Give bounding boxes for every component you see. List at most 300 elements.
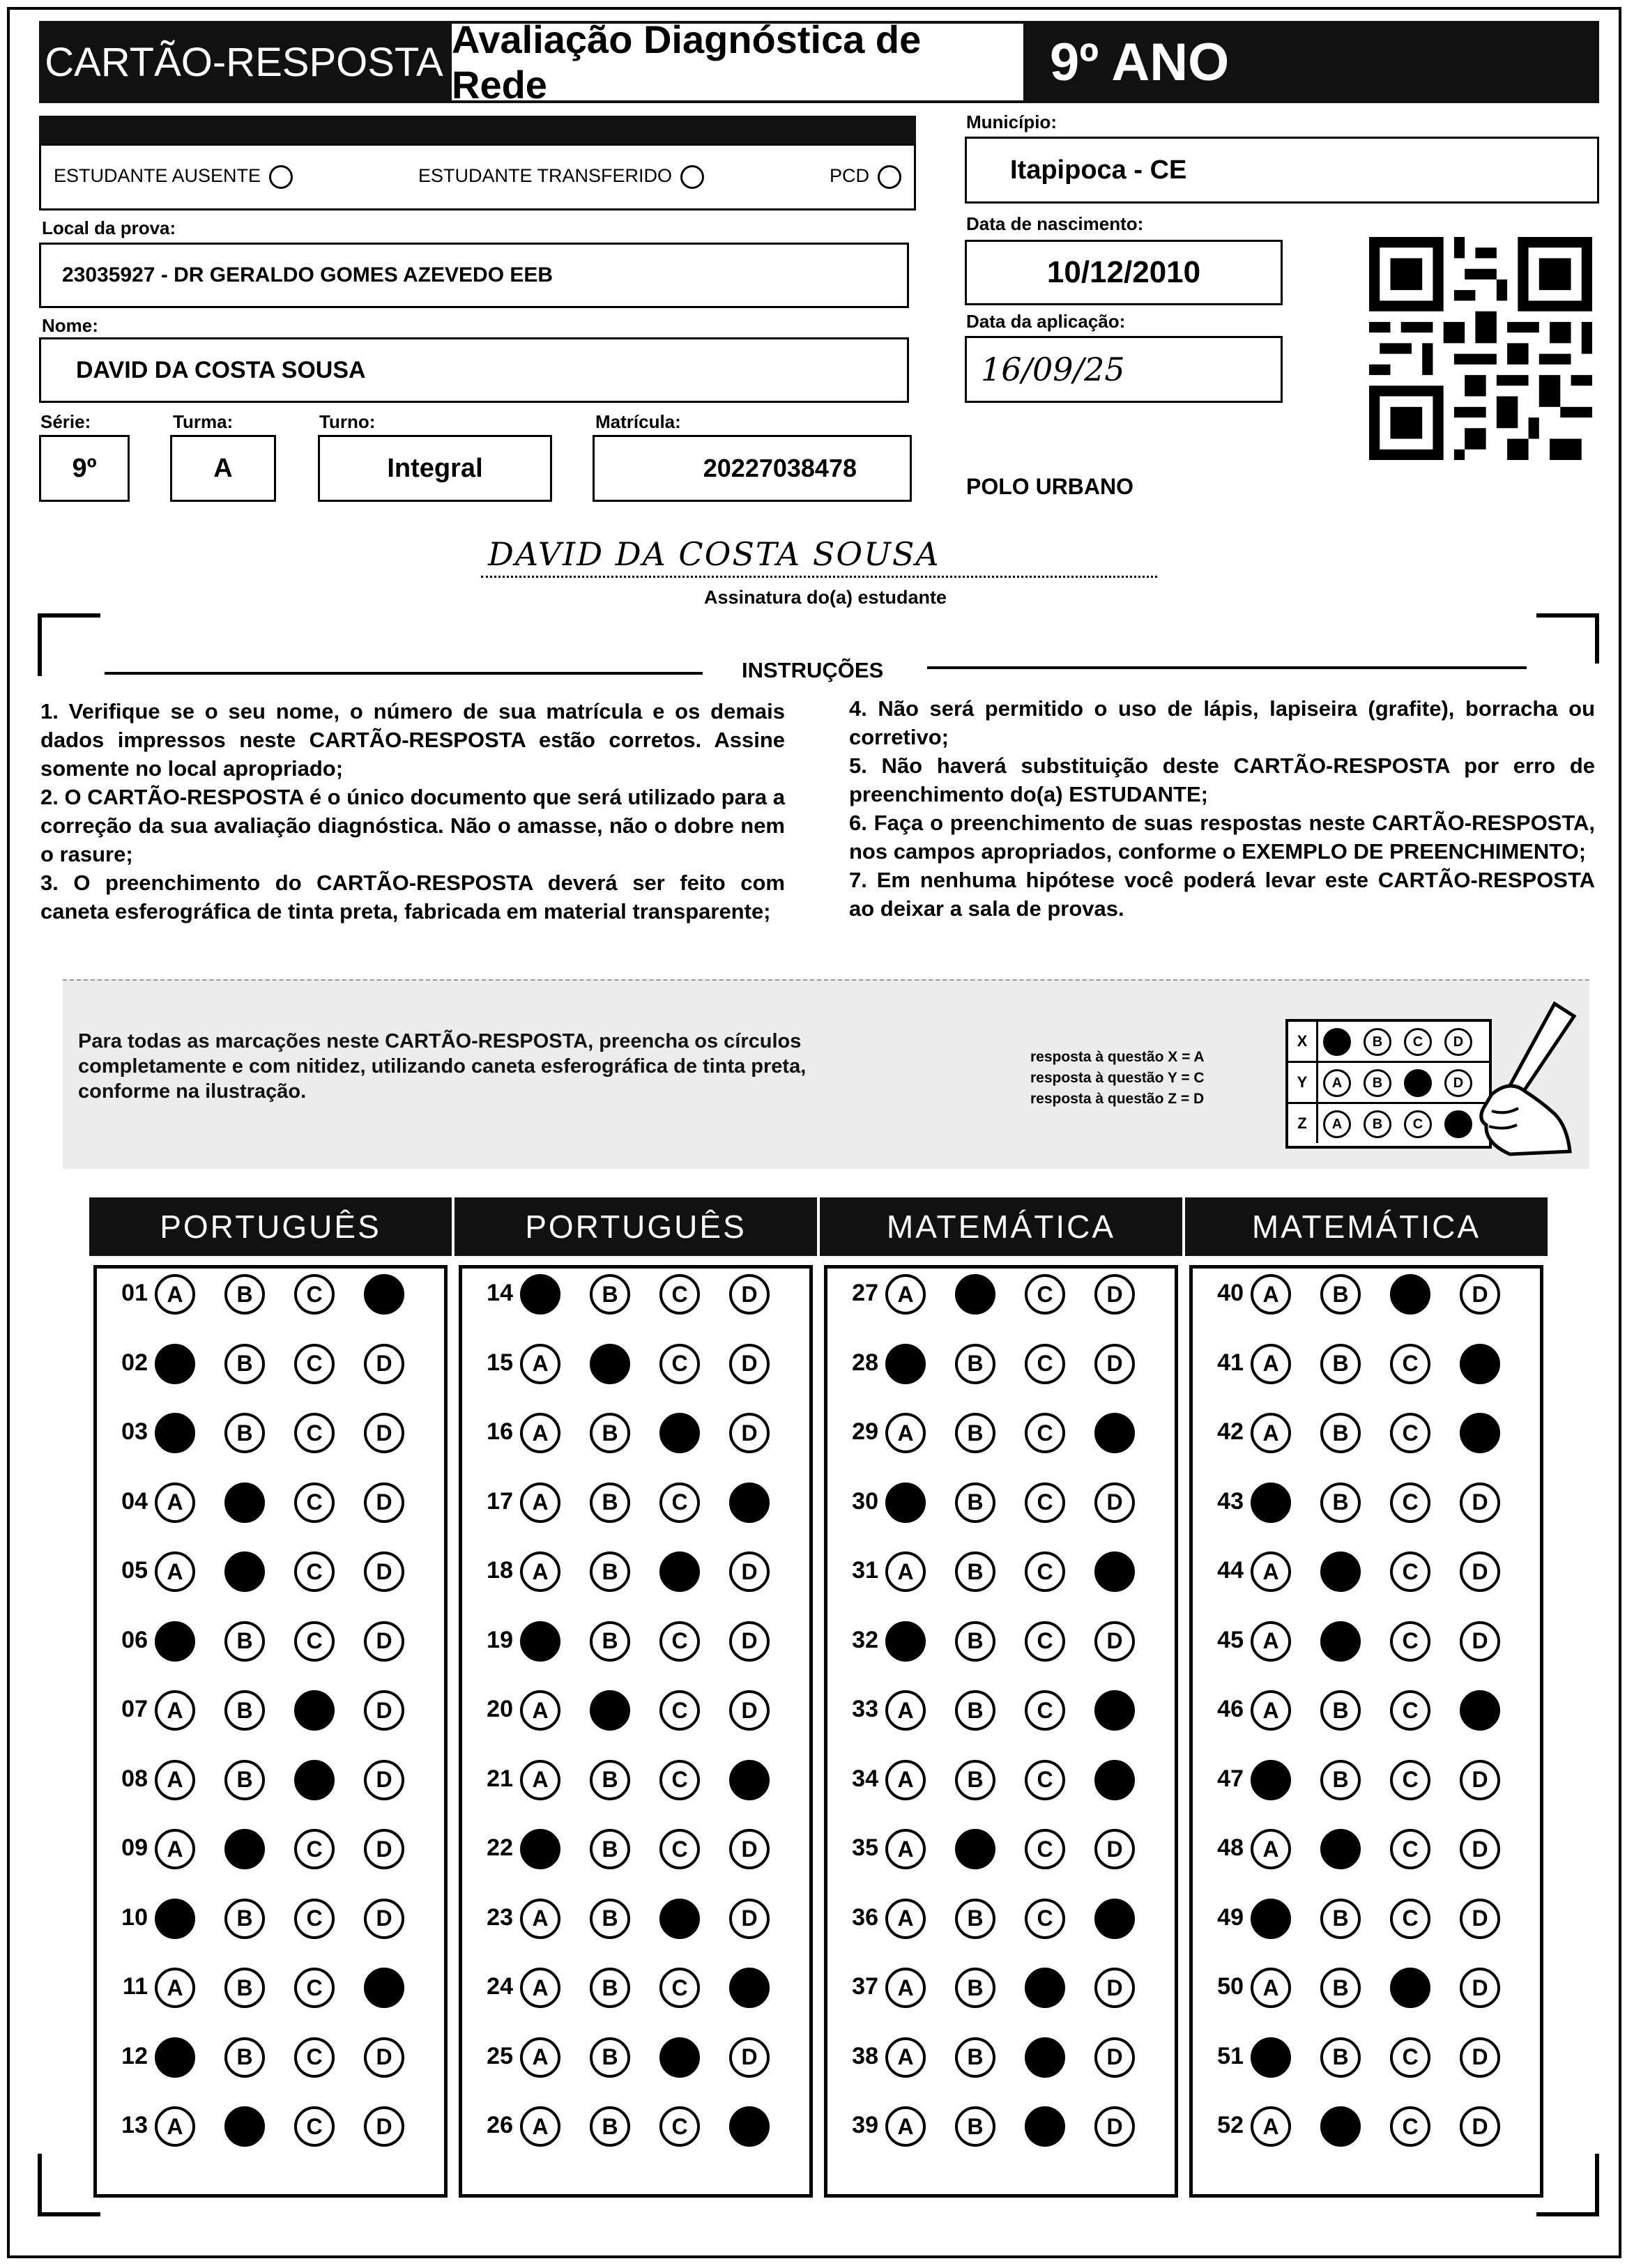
answer-bubble-q11-d[interactable]: D [364, 1968, 404, 2008]
answer-bubble-q40-d[interactable]: D [1460, 1274, 1500, 1315]
answer-bubble-q32-a[interactable]: A [885, 1621, 926, 1662]
answer-bubble-q48-c[interactable]: C [1390, 1829, 1430, 1869]
answer-bubble-q3-b[interactable]: B [224, 1413, 265, 1453]
answer-bubble-q11-b[interactable]: B [224, 1968, 265, 2008]
answer-bubble-q15-d[interactable]: D [729, 1344, 770, 1384]
answer-bubble-q36-a[interactable]: A [885, 1899, 926, 1939]
answer-bubble-q39-b[interactable]: B [955, 2106, 995, 2147]
answer-bubble-q4-b[interactable]: B [224, 1482, 265, 1523]
answer-bubble-q35-b[interactable]: B [955, 1829, 995, 1869]
question-number: 07 [121, 1696, 148, 1722]
answer-bubble-q1-b[interactable]: B [224, 1274, 265, 1315]
pcd-radio[interactable] [878, 165, 901, 189]
answer-bubble-q26-d[interactable]: D [729, 2106, 770, 2147]
answer-bubble-q10-a[interactable]: A [155, 1899, 195, 1939]
answer-bubble-q23-c[interactable]: C [659, 1899, 700, 1939]
answer-bubble-q27-b[interactable]: B [955, 1274, 995, 1315]
answer-bubble-q44-b[interactable]: B [1320, 1551, 1361, 1592]
corner-tl-v [38, 613, 42, 676]
answer-bubble-q9-a[interactable]: A [155, 1829, 195, 1869]
example-bubble: D [1444, 1069, 1472, 1097]
absent-radio[interactable] [269, 165, 293, 189]
example-row-label: Y [1288, 1063, 1318, 1102]
answer-bubble-q44-d[interactable]: D [1460, 1551, 1500, 1592]
answer-bubble-q15-a[interactable]: A [520, 1344, 560, 1384]
answer-bubble-q18-c[interactable]: C [659, 1551, 700, 1592]
answer-bubble-q25-c[interactable]: C [659, 2037, 700, 2078]
question-number: 48 [1217, 1834, 1244, 1861]
answer-bubble-q14-b[interactable]: B [590, 1274, 630, 1315]
answer-bubble-q2-c[interactable]: C [294, 1344, 335, 1384]
answer-bubble-q37-a[interactable]: A [885, 1968, 926, 2008]
answer-bubble-q7-b[interactable]: B [224, 1690, 265, 1731]
question-number: 32 [852, 1626, 878, 1653]
answer-bubble-q42-c[interactable]: C [1390, 1413, 1430, 1453]
answer-bubble-q15-b[interactable]: B [590, 1344, 630, 1384]
answer-bubble-q41-a[interactable]: A [1251, 1344, 1291, 1384]
signature-line [481, 576, 1157, 578]
instructions-title: INSTRUÇÕES [742, 658, 884, 682]
answer-bubble-q43-d[interactable]: D [1460, 1482, 1500, 1523]
answer-bubble-q29-b[interactable]: B [955, 1413, 995, 1453]
answer-bubble-q18-b[interactable]: B [590, 1551, 630, 1592]
instruction-2: 2. O CARTÃO-RESPOSTA é o único documento que será utilizado para a correção da sua avaliação diagnóstica. Não o amasse, não o dobre nem o rasure; [40, 785, 785, 866]
question-number: 28 [852, 1349, 878, 1376]
pcd-option[interactable] [830, 165, 901, 189]
answer-bubble-q21-c[interactable]: C [659, 1760, 700, 1800]
answer-bubble-q47-d[interactable]: D [1460, 1760, 1500, 1800]
section-title-3: MATEMÁTICA [820, 1197, 1182, 1256]
instruction-4: 4. Não será permitido o uso de lápis, lapiseira (grafite), borracha ou corretivo; [849, 696, 1595, 749]
question-number: 16 [487, 1418, 513, 1445]
example-bubble: C [1404, 1028, 1432, 1056]
answer-bubble-q37-d[interactable]: D [1094, 1968, 1135, 2008]
answer-bubble-q17-c[interactable]: C [659, 1482, 700, 1523]
answer-bubble-q20-c[interactable]: C [659, 1690, 700, 1731]
answer-bubble-q33-c[interactable]: C [1025, 1690, 1065, 1731]
nascimento-label: Data de nascimento: [966, 213, 1144, 234]
answer-bubble-q50-a[interactable]: A [1251, 1968, 1291, 2008]
qr-code [1369, 237, 1592, 460]
answer-bubble-q27-c[interactable]: C [1025, 1274, 1065, 1315]
answer-bubble-q8-d[interactable]: D [364, 1760, 404, 1800]
answer-bubble-q44-a[interactable]: A [1251, 1551, 1291, 1592]
example-text: Para todas as marcações neste CARTÃO-RESPOSTA, preencha os círculos completamente e com nitidez, utilizando caneta esferográfica de tinta preta, conforme na ilustração. [78, 1030, 807, 1103]
question-number: 27 [852, 1280, 878, 1306]
answer-bubble-q46-b[interactable]: B [1320, 1690, 1361, 1731]
answer-bubble-q20-b[interactable]: B [590, 1690, 630, 1731]
question-number: 08 [121, 1765, 148, 1792]
answer-bubble-q33-d[interactable]: D [1094, 1690, 1135, 1731]
question-number: 40 [1217, 1280, 1244, 1306]
example-bubble: A [1323, 1069, 1351, 1097]
answer-bubble-q13-b[interactable]: B [224, 2106, 265, 2147]
answer-bubble-q26-b[interactable]: B [590, 2106, 630, 2147]
question-number: 14 [487, 1280, 513, 1306]
answer-bubble-q3-d[interactable]: D [364, 1413, 404, 1453]
answer-bubble-q6-a[interactable]: A [155, 1621, 195, 1662]
pcd-label: PCD [829, 165, 869, 187]
answer-bubble-q39-d[interactable]: D [1094, 2106, 1135, 2147]
answer-bubble-q41-b[interactable]: B [1320, 1344, 1361, 1384]
serie-field: 9º [39, 435, 130, 502]
question-number: 26 [487, 2112, 513, 2138]
answer-bubble-q9-d[interactable]: D [364, 1829, 404, 1869]
answer-bubble-q42-a[interactable]: A [1251, 1413, 1291, 1453]
answer-bubble-q35-c[interactable]: C [1025, 1829, 1065, 1869]
answer-bubble-q2-b[interactable]: B [224, 1344, 265, 1384]
answer-bubble-q8-b[interactable]: B [224, 1760, 265, 1800]
serie-label: Série: [40, 411, 91, 432]
answer-bubble-q31-d[interactable]: D [1094, 1551, 1135, 1592]
answer-bubble-q35-d[interactable]: D [1094, 1829, 1135, 1869]
answer-bubble-q41-d[interactable]: D [1460, 1344, 1500, 1384]
answer-bubble-q51-d[interactable]: D [1460, 2037, 1500, 2078]
answer-bubble-q25-a[interactable]: A [520, 2037, 560, 2078]
answer-bubble-q47-c[interactable]: C [1390, 1760, 1430, 1800]
corner-br-h [1536, 2212, 1599, 2216]
answer-bubble-q48-d[interactable]: D [1460, 1829, 1500, 1869]
answer-bubble-q52-c[interactable]: C [1390, 2106, 1430, 2147]
answer-bubble-q38-b[interactable]: B [955, 2037, 995, 2078]
question-number: 42 [1217, 1418, 1244, 1445]
answer-bubble-q4-a[interactable]: A [155, 1482, 195, 1523]
answer-bubble-q24-c[interactable]: C [659, 1968, 700, 2008]
answer-bubble-q10-d[interactable]: D [364, 1899, 404, 1939]
answer-bubble-q44-c[interactable]: C [1390, 1551, 1430, 1592]
answer-bubble-q42-b[interactable]: B [1320, 1413, 1361, 1453]
answer-bubble-q28-c[interactable]: C [1025, 1344, 1065, 1384]
answer-bubble-q33-a[interactable]: A [885, 1690, 926, 1731]
answer-bubble-q30-d[interactable]: D [1094, 1482, 1135, 1523]
transferred-option[interactable] [418, 165, 704, 189]
status-header-bar [39, 116, 916, 145]
legend-x: resposta à questão X = A [1030, 1049, 1205, 1065]
answer-bubble-q51-c[interactable]: C [1390, 2037, 1430, 2078]
answer-bubble-q52-b[interactable]: B [1320, 2106, 1361, 2147]
answer-bubble-q23-b[interactable]: B [590, 1899, 630, 1939]
answer-bubble-q22-a[interactable]: A [520, 1829, 560, 1869]
answer-bubble-q28-b[interactable]: B [955, 1344, 995, 1384]
question-number: 20 [487, 1696, 513, 1722]
question-number: 22 [487, 1834, 513, 1861]
instructions-left [40, 697, 785, 926]
answer-bubble-q21-b[interactable]: B [590, 1760, 630, 1800]
answer-bubble-q50-b[interactable]: B [1320, 1968, 1361, 2008]
answer-bubble-q27-d[interactable]: D [1094, 1274, 1135, 1315]
answer-bubble-q16-c[interactable]: C [659, 1413, 700, 1453]
answer-bubble-q20-a[interactable]: A [520, 1690, 560, 1731]
answer-bubble-q47-b[interactable]: B [1320, 1760, 1361, 1800]
answer-bubble-q34-a[interactable]: A [885, 1760, 926, 1800]
answer-bubble-q49-c[interactable]: C [1390, 1899, 1430, 1939]
answer-bubble-q14-a[interactable]: A [520, 1274, 560, 1315]
answer-bubble-q13-c[interactable]: C [294, 2106, 335, 2147]
answer-bubble-q34-c[interactable]: C [1025, 1760, 1065, 1800]
answer-bubble-q22-b[interactable]: B [590, 1829, 630, 1869]
answer-bubble-q43-c[interactable]: C [1390, 1482, 1430, 1523]
nome-label: Nome: [42, 315, 98, 336]
answer-bubble-q5-d[interactable]: D [364, 1551, 404, 1592]
answer-bubble-q29-c[interactable]: C [1025, 1413, 1065, 1453]
section-title-4: MATEMÁTICA [1185, 1197, 1548, 1256]
answer-bubble-q24-a[interactable]: A [520, 1968, 560, 2008]
corner-bl-h [38, 2212, 100, 2216]
turno-field: Integral [318, 435, 552, 502]
answer-bubble-q11-a[interactable]: A [155, 1968, 195, 2008]
corner-br-v [1595, 2154, 1599, 2216]
answer-bubble-q52-a[interactable]: A [1251, 2106, 1291, 2147]
question-number: 47 [1217, 1765, 1244, 1792]
polo-label: POLO URBANO [966, 474, 1133, 499]
answer-bubble-q35-a[interactable]: A [885, 1829, 926, 1869]
answer-bubble-q3-c[interactable]: C [294, 1413, 335, 1453]
answer-bubble-q43-b[interactable]: B [1320, 1482, 1361, 1523]
answer-bubble-q39-c[interactable]: C [1025, 2106, 1065, 2147]
answer-bubble-q16-b[interactable]: B [590, 1413, 630, 1453]
answer-bubble-q51-a[interactable]: A [1251, 2037, 1291, 2078]
example-legend [1030, 1047, 1205, 1110]
turno-label: Turno: [319, 411, 376, 432]
example-bubble: D [1444, 1028, 1472, 1056]
absent-option[interactable] [54, 165, 293, 189]
answer-bubble-q19-d[interactable]: D [729, 1621, 770, 1662]
example-row-label: Z [1288, 1104, 1318, 1143]
question-number: 25 [487, 2042, 513, 2069]
answer-bubble-q1-a[interactable]: A [155, 1274, 195, 1315]
answer-bubble-q12-b[interactable]: B [224, 2037, 265, 2078]
answer-bubble-q5-b[interactable]: B [224, 1551, 265, 1592]
answer-bubble-q51-b[interactable]: B [1320, 2037, 1361, 2078]
answer-bubble-q43-a[interactable]: A [1251, 1482, 1291, 1523]
answer-bubble-q30-c[interactable]: C [1025, 1482, 1065, 1523]
question-number: 24 [487, 1973, 513, 2000]
answer-bubble-q16-a[interactable]: A [520, 1413, 560, 1453]
turma-label: Turma: [173, 411, 234, 432]
corner-tr-v [1595, 613, 1599, 664]
question-number: 09 [121, 1834, 148, 1861]
answer-bubble-q38-a[interactable]: A [885, 2037, 926, 2078]
answer-bubble-q23-a[interactable]: A [520, 1899, 560, 1939]
question-number: 19 [487, 1626, 513, 1653]
answer-bubble-q42-d[interactable]: D [1460, 1413, 1500, 1453]
legend-z: resposta à questão Z = D [1030, 1091, 1205, 1107]
answer-bubble-q45-b[interactable]: B [1320, 1621, 1361, 1662]
answer-bubble-q20-d[interactable]: D [729, 1690, 770, 1731]
answer-bubble-q46-a[interactable]: A [1251, 1690, 1291, 1731]
answer-bubble-q10-b[interactable]: B [224, 1899, 265, 1939]
legend-y: resposta à questão Y = C [1030, 1070, 1205, 1086]
answer-bubble-q5-a[interactable]: A [155, 1551, 195, 1592]
answer-bubble-q27-a[interactable]: A [885, 1274, 926, 1315]
answer-bubble-q9-c[interactable]: C [294, 1829, 335, 1869]
answer-bubble-q4-c[interactable]: C [294, 1482, 335, 1523]
grade-title: 9º ANO [1026, 21, 1599, 103]
answer-bubble-q1-c[interactable]: C [294, 1274, 335, 1315]
question-number: 12 [121, 2042, 148, 2069]
answer-bubble-q45-c[interactable]: C [1390, 1621, 1430, 1662]
answer-bubble-q17-b[interactable]: B [590, 1482, 630, 1523]
answer-bubble-q19-c[interactable]: C [659, 1621, 700, 1662]
example-bubble: B [1364, 1028, 1391, 1056]
answer-bubble-q12-d[interactable]: D [364, 2037, 404, 2078]
answer-bubble-q26-a[interactable]: A [520, 2106, 560, 2147]
question-number: 02 [121, 1349, 148, 1376]
answer-bubble-q6-b[interactable]: B [224, 1621, 265, 1662]
answer-bubble-q24-b[interactable]: B [590, 1968, 630, 2008]
question-number: 34 [852, 1765, 878, 1792]
answer-bubble-q48-b[interactable]: B [1320, 1829, 1361, 1869]
nome-field: DAVID DA COSTA SOUSA [39, 337, 909, 403]
answer-bubble-q50-c[interactable]: C [1390, 1968, 1430, 2008]
answer-bubble-q32-b[interactable]: B [955, 1621, 995, 1662]
answer-bubble-q31-c[interactable]: C [1025, 1551, 1065, 1592]
answer-bubble-q14-c[interactable]: C [659, 1274, 700, 1315]
answer-bubble-q1-d[interactable]: D [364, 1274, 404, 1315]
answer-bubble-q34-b[interactable]: B [955, 1760, 995, 1800]
example-bubble: C [1404, 1069, 1432, 1097]
answer-bubble-q29-a[interactable]: A [885, 1413, 926, 1453]
answer-bubble-q52-d[interactable]: D [1460, 2106, 1500, 2147]
question-number: 35 [852, 1834, 878, 1861]
instructions-rule-left [105, 672, 703, 675]
answer-bubble-q8-c[interactable]: C [294, 1760, 335, 1800]
example-row-label: X [1288, 1022, 1318, 1061]
exam-title: Avaliação Diagnóstica de Rede [449, 21, 1026, 103]
answer-bubble-q7-d[interactable]: D [364, 1690, 404, 1731]
answer-bubble-q21-a[interactable]: A [520, 1760, 560, 1800]
answer-bubble-q36-b[interactable]: B [955, 1899, 995, 1939]
municipio-field: Itapipoca - CE [965, 137, 1599, 204]
corner-tl-h [38, 613, 100, 618]
corner-tr-h [1536, 613, 1599, 618]
answer-bubble-q4-d[interactable]: D [364, 1482, 404, 1523]
answer-bubble-q19-b[interactable]: B [590, 1621, 630, 1662]
answer-bubble-q6-c[interactable]: C [294, 1621, 335, 1662]
example-bubble: C [1404, 1110, 1432, 1138]
answer-bubble-q31-a[interactable]: A [885, 1551, 926, 1592]
answer-bubble-q34-d[interactable]: D [1094, 1760, 1135, 1800]
answer-bubble-q7-a[interactable]: A [155, 1690, 195, 1731]
answer-bubble-q3-a[interactable]: A [155, 1413, 195, 1453]
answer-bubble-q47-a[interactable]: A [1251, 1760, 1291, 1800]
answer-bubble-q23-d[interactable]: D [729, 1899, 770, 1939]
question-number: 18 [487, 1557, 513, 1584]
answer-bubble-q30-b[interactable]: B [955, 1482, 995, 1523]
answer-bubble-q49-b[interactable]: B [1320, 1899, 1361, 1939]
answer-bubble-q15-c[interactable]: C [659, 1344, 700, 1384]
answer-bubble-q9-b[interactable]: B [224, 1829, 265, 1869]
answer-bubble-q22-c[interactable]: C [659, 1829, 700, 1869]
answer-bubble-q38-c[interactable]: C [1025, 2037, 1065, 2078]
answer-bubble-q6-d[interactable]: D [364, 1621, 404, 1662]
municipio-label: Município: [966, 112, 1057, 132]
answer-bubble-q49-d[interactable]: D [1460, 1899, 1500, 1939]
answer-bubble-q41-c[interactable]: C [1390, 1344, 1430, 1384]
answer-bubble-q28-a[interactable]: A [885, 1344, 926, 1384]
answer-bubble-q28-d[interactable]: D [1094, 1344, 1135, 1384]
question-number: 21 [487, 1765, 513, 1792]
answer-bubble-q12-c[interactable]: C [294, 2037, 335, 2078]
answer-bubble-q33-b[interactable]: B [955, 1690, 995, 1731]
answer-bubble-q30-a[interactable]: A [885, 1482, 926, 1523]
answer-bubble-q7-c[interactable]: C [294, 1690, 335, 1731]
answer-bubble-q10-c[interactable]: C [294, 1899, 335, 1939]
question-number: 39 [852, 2112, 878, 2138]
answer-bubble-q46-c[interactable]: C [1390, 1690, 1430, 1731]
answer-bubble-q50-d[interactable]: D [1460, 1968, 1500, 2008]
answer-bubble-q19-a[interactable]: A [520, 1621, 560, 1662]
example-bubble: B [1364, 1110, 1391, 1138]
answer-bubble-q18-a[interactable]: A [520, 1551, 560, 1592]
answer-bubble-q11-c[interactable]: C [294, 1968, 335, 2008]
answer-bubble-q22-d[interactable]: D [729, 1829, 770, 1869]
answer-bubble-q26-c[interactable]: C [659, 2106, 700, 2147]
answer-bubble-q45-a[interactable]: A [1251, 1621, 1291, 1662]
question-number: 43 [1217, 1487, 1244, 1515]
transferred-radio[interactable] [680, 165, 704, 189]
answer-bubble-q21-d[interactable]: D [729, 1760, 770, 1800]
answer-bubble-q14-d[interactable]: D [729, 1274, 770, 1315]
answer-bubble-q40-c[interactable]: C [1390, 1274, 1430, 1315]
corner-bl-v [38, 2154, 42, 2216]
answer-bubble-q13-d[interactable]: D [364, 2106, 404, 2147]
answer-bubble-q16-d[interactable]: D [729, 1413, 770, 1453]
answer-bubble-q2-d[interactable]: D [364, 1344, 404, 1384]
question-number: 23 [487, 1903, 513, 1931]
answer-bubble-q17-d[interactable]: D [729, 1482, 770, 1523]
question-number: 10 [121, 1903, 148, 1931]
answer-bubble-q48-a[interactable]: A [1251, 1829, 1291, 1869]
answer-bubble-q5-c[interactable]: C [294, 1551, 335, 1592]
instructions-right [849, 694, 1595, 923]
answer-bubble-q12-a[interactable]: A [155, 2037, 195, 2078]
answer-bubble-q17-a[interactable]: A [520, 1482, 560, 1523]
answer-bubble-q13-a[interactable]: A [155, 2106, 195, 2147]
answer-bubble-q49-a[interactable]: A [1251, 1899, 1291, 1939]
answer-bubble-q36-d[interactable]: D [1094, 1899, 1135, 1939]
question-number: 52 [1217, 2112, 1244, 2138]
answer-bubble-q38-d[interactable]: D [1094, 2037, 1135, 2078]
answer-bubble-q37-b[interactable]: B [955, 1968, 995, 2008]
question-number: 44 [1217, 1557, 1244, 1584]
question-number: 41 [1217, 1349, 1244, 1376]
answer-bubble-q37-c[interactable]: C [1025, 1968, 1065, 2008]
answer-bubble-q32-d[interactable]: D [1094, 1621, 1135, 1662]
answer-bubble-q46-d[interactable]: D [1460, 1690, 1500, 1731]
answer-bubble-q29-d[interactable]: D [1094, 1413, 1135, 1453]
answer-bubble-q32-c[interactable]: C [1025, 1621, 1065, 1662]
answer-bubble-q25-d[interactable]: D [729, 2037, 770, 2078]
answer-bubble-q25-b[interactable]: B [590, 2037, 630, 2078]
answer-bubble-q40-a[interactable]: A [1251, 1274, 1291, 1315]
answer-bubble-q39-a[interactable]: A [885, 2106, 926, 2147]
turma-field: A [170, 435, 276, 502]
answer-bubble-q36-c[interactable]: C [1025, 1899, 1065, 1939]
instruction-6: 6. Faça o preenchimento de suas respostas neste CARTÃO-RESPOSTA, nos campos apropriados, conforme o EXEMPLO DE PREENCHIMENTO; [849, 811, 1595, 864]
question-number: 51 [1217, 2042, 1244, 2069]
question-number: 50 [1217, 1973, 1244, 2000]
nascimento-field: 10/12/2010 [965, 240, 1283, 305]
answer-bubble-q45-d[interactable]: D [1460, 1621, 1500, 1662]
answer-bubble-q24-d[interactable]: D [729, 1968, 770, 2008]
answer-bubble-q2-a[interactable]: A [155, 1344, 195, 1384]
answer-bubble-q40-b[interactable]: B [1320, 1274, 1361, 1315]
aplicacao-label: Data da aplicação: [966, 311, 1126, 332]
answer-bubble-q8-a[interactable]: A [155, 1760, 195, 1800]
answer-bubble-q18-d[interactable]: D [729, 1551, 770, 1592]
answer-bubble-q31-b[interactable]: B [955, 1551, 995, 1592]
